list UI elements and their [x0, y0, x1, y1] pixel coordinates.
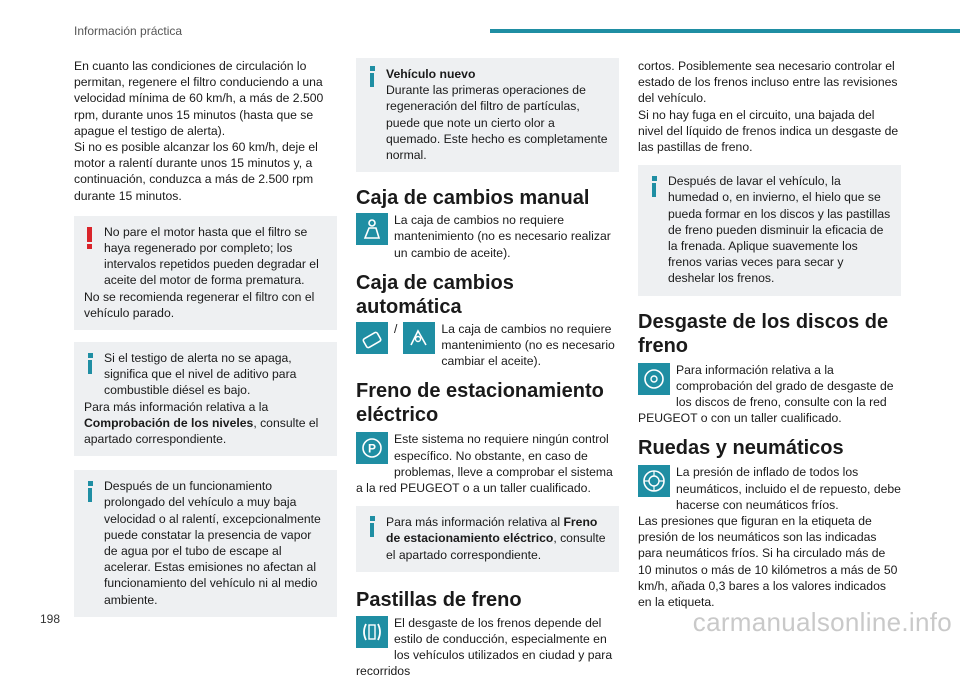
- brake-discs-heading: Desgaste de los discos de freno: [638, 310, 889, 357]
- warning-text-2: No se recomienda regenerar el filtro con el vehículo parado.: [84, 289, 315, 320]
- auto-gearbox-section: [356, 271, 619, 370]
- manual-gearbox-icon: [356, 213, 388, 245]
- column-1: [74, 58, 337, 617]
- auto-gearbox-icon: [356, 322, 388, 354]
- brake-discs-text: Para información relativa a la comprobación del grado de desgaste de los discos de freno, consulte con la red PEUGEOT o con un taller cualificado.: [638, 362, 894, 426]
- info-additive-ref: Para más información relativa a la Comprobación de los niveles, consulte el apartado correspondiente.: [84, 399, 319, 447]
- info-box-new-vehicle: [356, 58, 619, 172]
- warning-icon: [87, 227, 92, 249]
- brake-pads-heading: Pastillas de freno: [356, 588, 522, 611]
- info-box-additive: [74, 342, 337, 456]
- watermark: carmanualsonline.info: [692, 607, 952, 637]
- info-icon: [86, 481, 94, 502]
- column-3: [638, 58, 901, 610]
- header-accent-bar: [490, 29, 960, 33]
- info-additive-text: Si el testigo de alerta no se apaga, significa que el nivel de aditivo para combustible diésel es bajo.: [104, 351, 297, 398]
- wash-info-text: Después de lavar el vehículo, la humedad o, en invierno, el hielo que se pueda formar en los discos y las pastillas de freno pueden disminuir la eficacia de la frenada. Aplique suavemente los frenos varias veces para secar y deshelar los frenos.: [668, 174, 891, 286]
- parking-brake-heading: Freno de estacionamiento eléctrico: [356, 380, 604, 427]
- brake-disc-icon: [638, 363, 670, 395]
- info-box-parking-brake: [356, 506, 619, 572]
- wheels-text: La presión de inflado de todos los neumáticos, incluido el de repuesto, debe hacerse con neumáticos fríos.: [676, 465, 901, 512]
- tyre-icon: [638, 465, 670, 497]
- brake-pads-continued: cortos. Posiblemente sea necesario controlar el estado de los frenos incluso entre las revisiones del vehículo.: [638, 59, 898, 106]
- warning-box: [74, 216, 337, 330]
- manual-gearbox-section: [356, 186, 619, 261]
- brake-pads-icon: [356, 616, 388, 648]
- auto-gearbox-icon-2: [403, 322, 435, 354]
- svg-text:P: P: [367, 441, 377, 456]
- info-box-wash: [638, 165, 901, 295]
- parking-brake-section: [356, 379, 619, 571]
- brake-pads-section: [356, 588, 619, 680]
- manual-gearbox-heading: Caja de cambios manual: [356, 187, 590, 210]
- auto-gearbox-heading: Caja de cambios automática: [356, 271, 514, 318]
- parking-brake-info: Para más información relativa al Freno de estacionamiento eléctrico, consulte el apartado correspondiente.: [386, 515, 606, 562]
- regen-paragraph: En cuanto las condiciones de circulación lo permitan, regenere el filtro conduciendo a una velocidad mínima de 60 km/h, a más de 2.500 rpm, durante unos 15 minutos (hasta que se apague el testigo de alerta).: [74, 59, 324, 138]
- wheels-section: [638, 436, 901, 610]
- info-icon: [368, 66, 376, 87]
- info-steam-text: Después de un funcionamiento prolongado del vehículo a muy baja velocidad o al ralentí, excepcionalmente puede constatar la presencia de vapor de agua por el tubo de escape al acelerar. Estas emisiones no afectan al funcionamiento del vehículo ni al medio ambiente.: [104, 479, 321, 607]
- info-icon: [86, 353, 94, 374]
- page-number: 198: [40, 612, 61, 626]
- parking-brake-text: Este sistema no requiere ningún control específico. No obstante, en caso de problemas, lleve a comprobar el sistema a la red PEUGEOT o a un taller cualificado.: [356, 432, 613, 496]
- info-icon: [650, 176, 658, 197]
- brake-discs-section: [638, 310, 901, 427]
- wheels-text-2: Las presiones que figuran en la etiqueta de presión de los neumáticos son las indicadas para neumáticos fríos. Si ha circulado más de 10 minutos o más de 10 kilómetros a más de 50 km/h, añada 0,3 bares a los valores indicados en la etiqueta.: [638, 514, 898, 610]
- regen-paragraph-2: Si no es posible alcanzar los 60 km/h, deje el motor a ralentí durante unos 15 minutos y, a continuación, conduzca a más de 2.500 rpm durante 15 minutos.: [74, 140, 318, 203]
- new-vehicle-text: Durante las primeras operaciones de regeneración del filtro de partículas, puede que note un cierto olor a quemado. Este hecho es completamente normal.: [386, 83, 608, 163]
- warning-text: No pare el motor hasta que el filtro se haya regenerado por completo; los intervalos repetidos pueden degradar el aceite del motor de forma prematura.: [104, 224, 319, 288]
- wheels-heading: Ruedas y neumáticos: [638, 437, 844, 460]
- auto-gearbox-text: La caja de cambios no requiere mantenimiento (no es necesario cambiar el aceite).: [441, 321, 615, 369]
- slash: /: [394, 321, 398, 336]
- section-title: Información práctica: [74, 24, 183, 38]
- info-box-steam: [74, 470, 337, 617]
- brake-pads-text: El desgaste de los frenos depende del estilo de conducción, especialmente en los vehículos utilizados en ciudad y para recorridos: [356, 615, 613, 679]
- brake-fluid-text: Si no hay fuga en el circuito, una bajada del nivel del líquido de frenos indica un desgaste de las pastillas de freno.: [638, 107, 899, 155]
- info-icon: [368, 516, 376, 537]
- parking-brake-icon: [356, 432, 388, 464]
- new-vehicle-title: Vehículo nuevo: [386, 67, 476, 81]
- manual-gearbox-text: La caja de cambios no requiere mantenimiento (no es necesario realizar un cambio de aceite).: [394, 213, 611, 260]
- column-2: [356, 58, 619, 680]
